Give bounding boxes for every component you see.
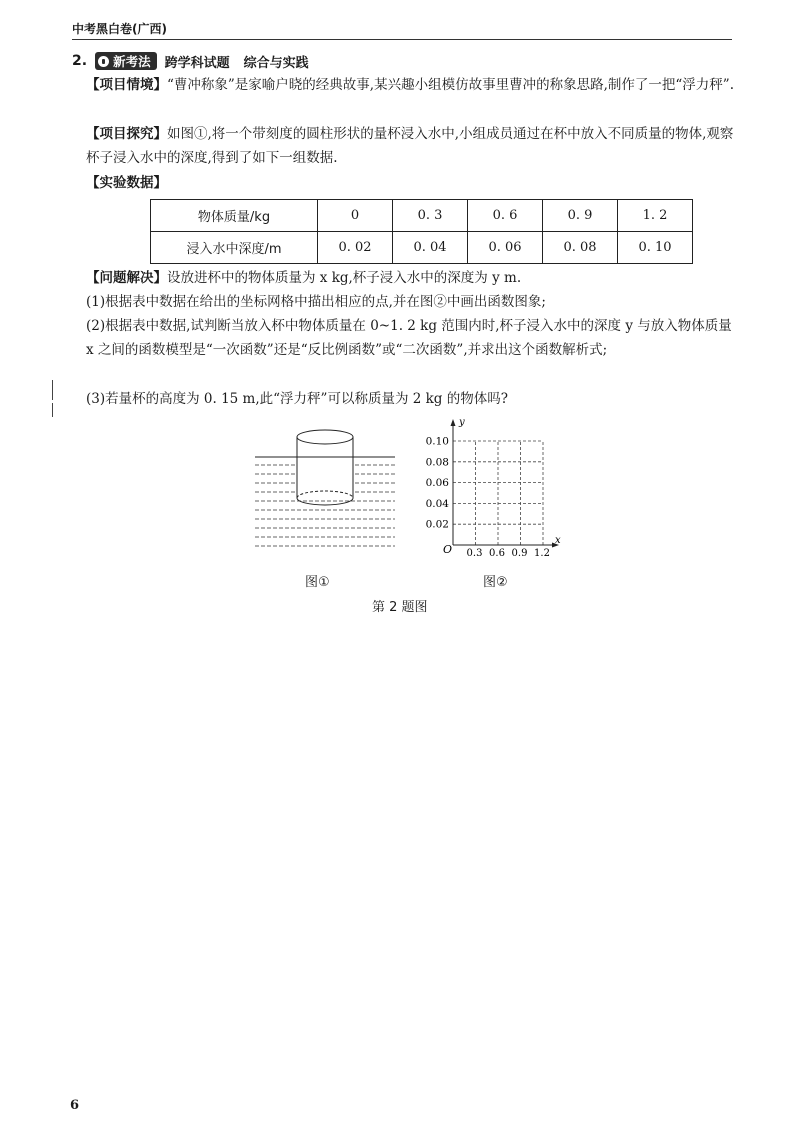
y-tick-label: 0.10 [425, 435, 449, 448]
origin-label: O [443, 543, 453, 556]
table-cell: 0. 9 [543, 200, 618, 232]
y-tick-labels [426, 436, 450, 531]
figure-2-caption: 图② [483, 575, 508, 590]
data-tag: 【实验数据】 [86, 175, 167, 191]
table-cell: 0. 6 [468, 200, 543, 232]
x-tick-label: 0.9 [511, 548, 528, 559]
figure-1-cylinder [255, 425, 405, 560]
question-topic: 跨学科试题 [164, 55, 230, 71]
y-tick-label: 0.04 [425, 497, 449, 510]
table-cell: 0. 04 [393, 232, 468, 264]
explore-text: 如图①,将一个带刻度的圆柱形状的量杯浸入水中,小组成员通过在杯中放入不同质量的物体,观察杯子浸入水中的深度,得到了如下一组数据. [86, 126, 734, 166]
experiment-data-table [150, 199, 693, 264]
y-tick-label: 0.06 [425, 477, 449, 490]
badge-label: 新考法 [113, 54, 151, 69]
cylinder-bottom-back [297, 491, 353, 498]
question-topic-secondary: 综合与实践 [243, 55, 309, 71]
explore-tag: 【项目探究】 [86, 126, 167, 142]
sub-question-3: (3)若量杯的高度为 0. 15 m,此“浮力秤”可以称质量为 2 kg 的物体吗? [86, 391, 508, 407]
x-tick-label: 0.6 [489, 548, 505, 559]
situation-tag: 【项目情境】 [86, 77, 167, 93]
y-axis-arrow [451, 419, 456, 426]
figure-main-caption: 第 2 题图 [372, 600, 428, 615]
y-tick-label: 0.02 [425, 518, 449, 531]
y-axis-label: y [459, 417, 465, 428]
table-header-mass: 物体质量/kg [151, 200, 318, 232]
table-cell: 0. 3 [393, 200, 468, 232]
table-cell: 0. 08 [543, 232, 618, 264]
situation-text: “曹冲称象”是家喻户晓的经典故事,某兴趣小组模仿故事里曹冲的称象思路,制作了一把“浮力秤”. [167, 77, 734, 93]
x-tick-label: 1.2 [534, 548, 550, 559]
margin-mark [52, 380, 53, 400]
table-cell: 0 [318, 200, 393, 232]
question-number: 2. [72, 53, 88, 69]
data-heading [86, 171, 736, 195]
explore-paragraph [86, 122, 736, 170]
x-tick-labels [467, 548, 550, 559]
table-cell: 0. 10 [618, 232, 693, 264]
table-header-depth: 浸入水中深度/m [151, 232, 318, 264]
page-number: 6 [70, 1098, 80, 1113]
table-row [151, 200, 693, 232]
table-cell: 0. 06 [468, 232, 543, 264]
new-method-badge [95, 52, 157, 70]
cylinder-top [297, 430, 353, 444]
question-title [72, 51, 309, 71]
situation-paragraph [86, 73, 736, 97]
figure-1-caption: 图① [305, 575, 330, 590]
table-cell: 0. 02 [318, 232, 393, 264]
solve-tag: 【问题解决】 [86, 270, 167, 286]
table-cell: 1. 2 [618, 200, 693, 232]
bulb-icon [98, 56, 109, 67]
solve-paragraph [86, 266, 736, 290]
sub-question-1: (1)根据表中数据在给出的坐标网格中描出相应的点,并在图②中画出函数图象; [86, 294, 546, 310]
table-row [151, 232, 693, 264]
grid-lines [453, 441, 543, 545]
cylinder-bottom-front [297, 498, 353, 505]
sub-question-2: (2)根据表中数据,试判断当放入杯中物体质量在 0~1. 2 kg 范围内时,杯子浸入水中的深度 y 与放入物体质量 x 之间的函数模型是“一次函数”还是“反比例函数”或“二次函数”,并求出这个函数解析式; [86, 318, 732, 358]
y-tick-label: 0.08 [425, 456, 449, 469]
book-title: 中考黑白卷(广西) [72, 22, 167, 36]
solve-text: 设放进杯中的物体质量为 x kg,杯子浸入水中的深度为 y m. [167, 270, 522, 286]
x-axis-label: x [555, 535, 561, 546]
header-rule [72, 39, 732, 40]
margin-mark [52, 403, 53, 417]
figure-2-coordinate-grid [415, 415, 565, 560]
x-tick-label: 0.3 [466, 548, 483, 559]
